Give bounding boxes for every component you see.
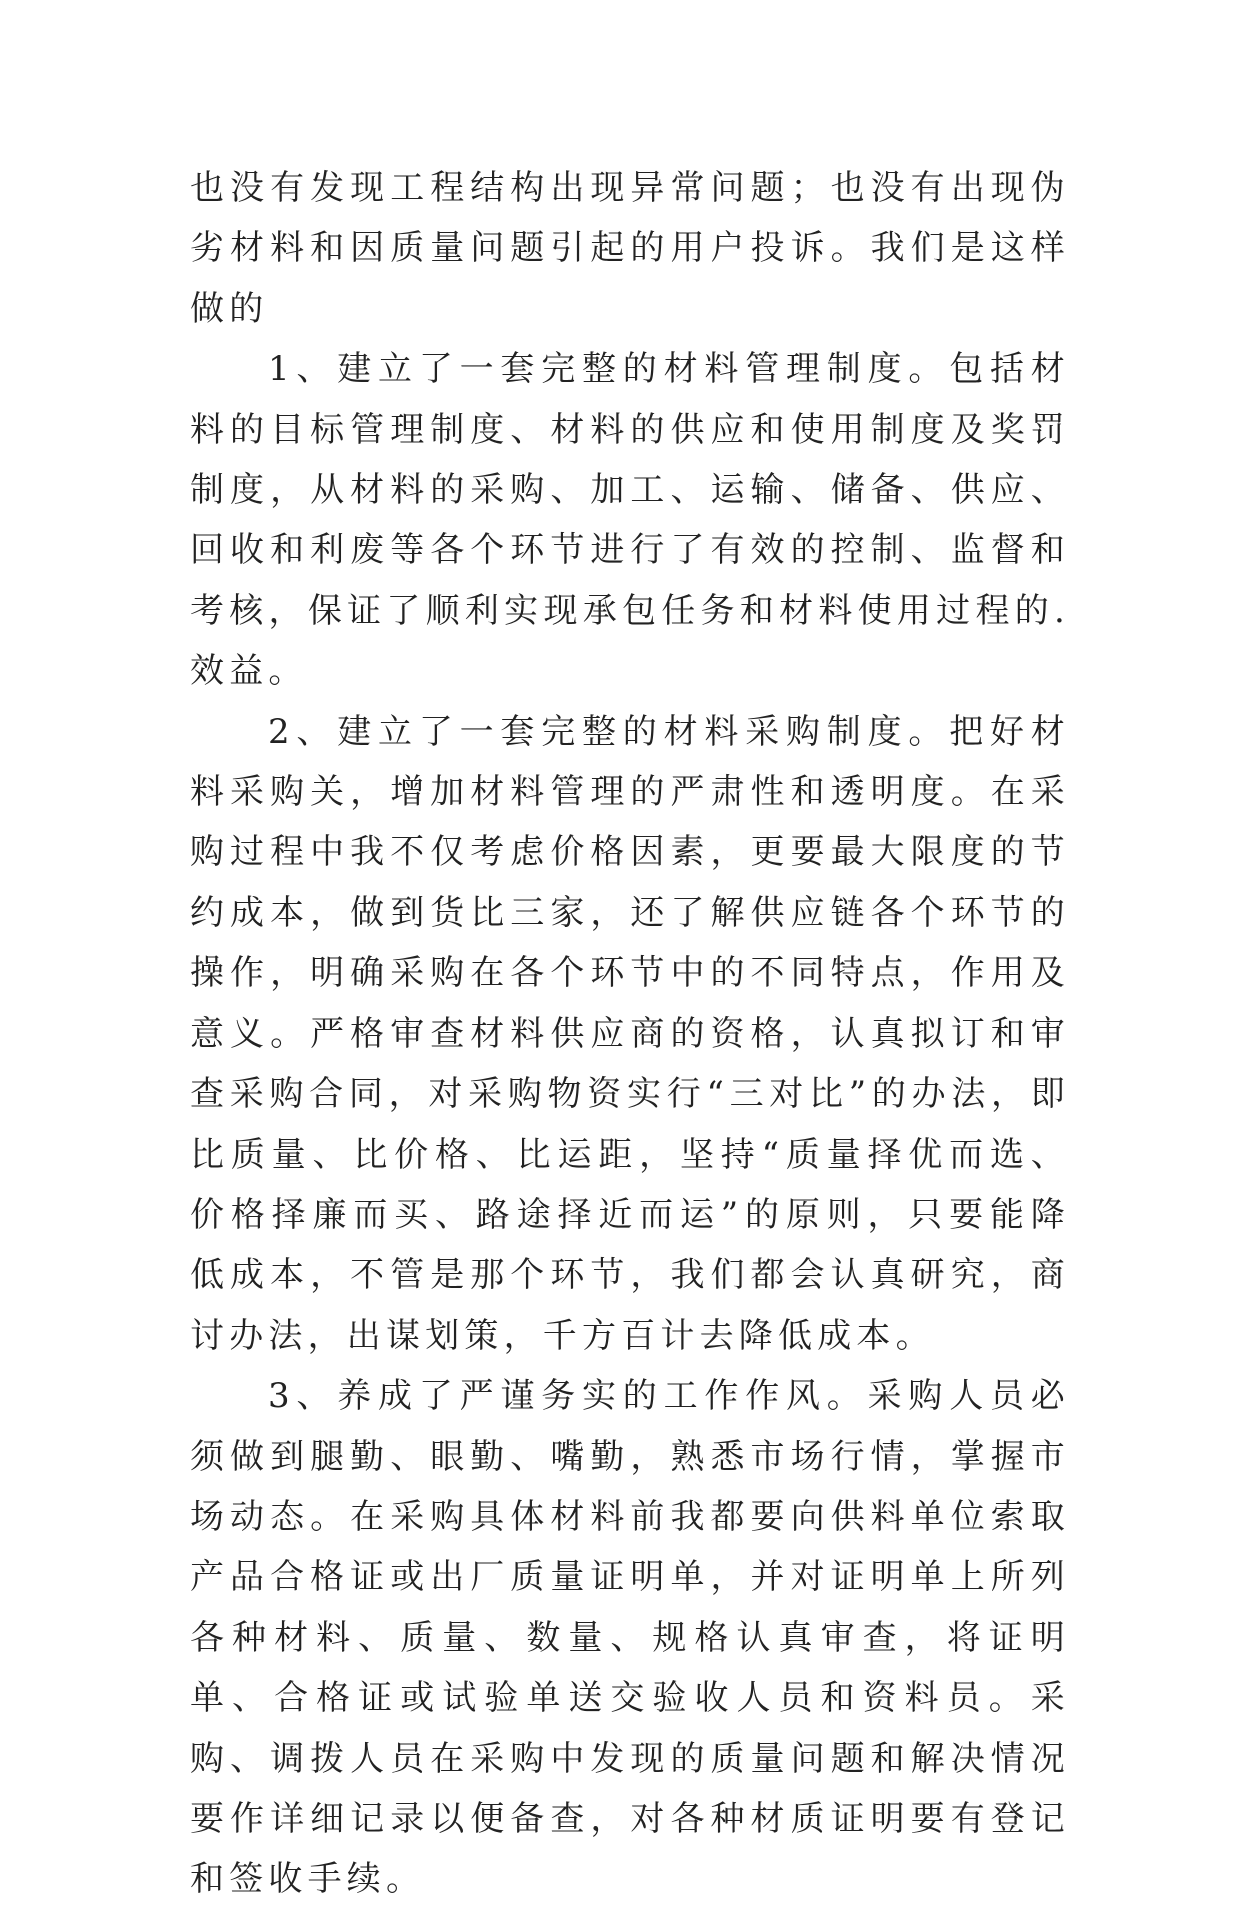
paragraph-material-procurement: 2、建立了一套完整的材料采购制度。把好材料采购关，增加材料管理的严肃性和透明度。在采购过程中我不仅考虑价格因素，更要最大限度的节约成本，做到货比三家，还了解供应链各个环节的操作，明确采购在各个环节中的不同特点，作用及意义。严格审查材料供应商的资格，认真拟订和审查采购合同，对采购物资实行“三对比”的办法，即比质量、比价格、比运距，坚持“质量择优而选、价格择廉而买、路途择近而运”的原则，只要能降低成本，不管是那个环节，我们都会认真研究，商讨办法，出谋划策，千方百计去降低成本。 xyxy=(190,711,1070,1356)
paragraph-work-style: 3、养成了严谨务实的工作作风。采购人员必须做到腿勤、眼勤、嘴勤，熟悉市场行情，掌握市场动态。在采购具体材料前我都要向供料单位索取产品合格证或出厂质量证明单，并对证明单上所列各种材料、质量、数量、规格认真审查，将证明单、合格证或试验单送交验收人员和资料员。采购、调拨人员在采购中发现的质量问题和解决情况要作详细记录以便备查，对各种材质证明要有登记和签收手续。 xyxy=(190,1376,1070,1900)
document-body xyxy=(190,158,1070,1910)
paragraph-continuation: 也没有发现工程结构出现异常问题；也没有出现伪劣材料和因质量问题引起的用户投诉。我们是这样做的 xyxy=(190,168,1070,329)
paragraph-material-management: 1、建立了一套完整的材料管理制度。包括材料的目标管理制度、材料的供应和使用制度及奖罚制度，从材料的采购、加工、运输、储备、供应、回收和利废等各个环节进行了有效的控制、监督和考核，保证了顺利实现承包任务和材料使用过程的.效益。 xyxy=(190,349,1070,692)
